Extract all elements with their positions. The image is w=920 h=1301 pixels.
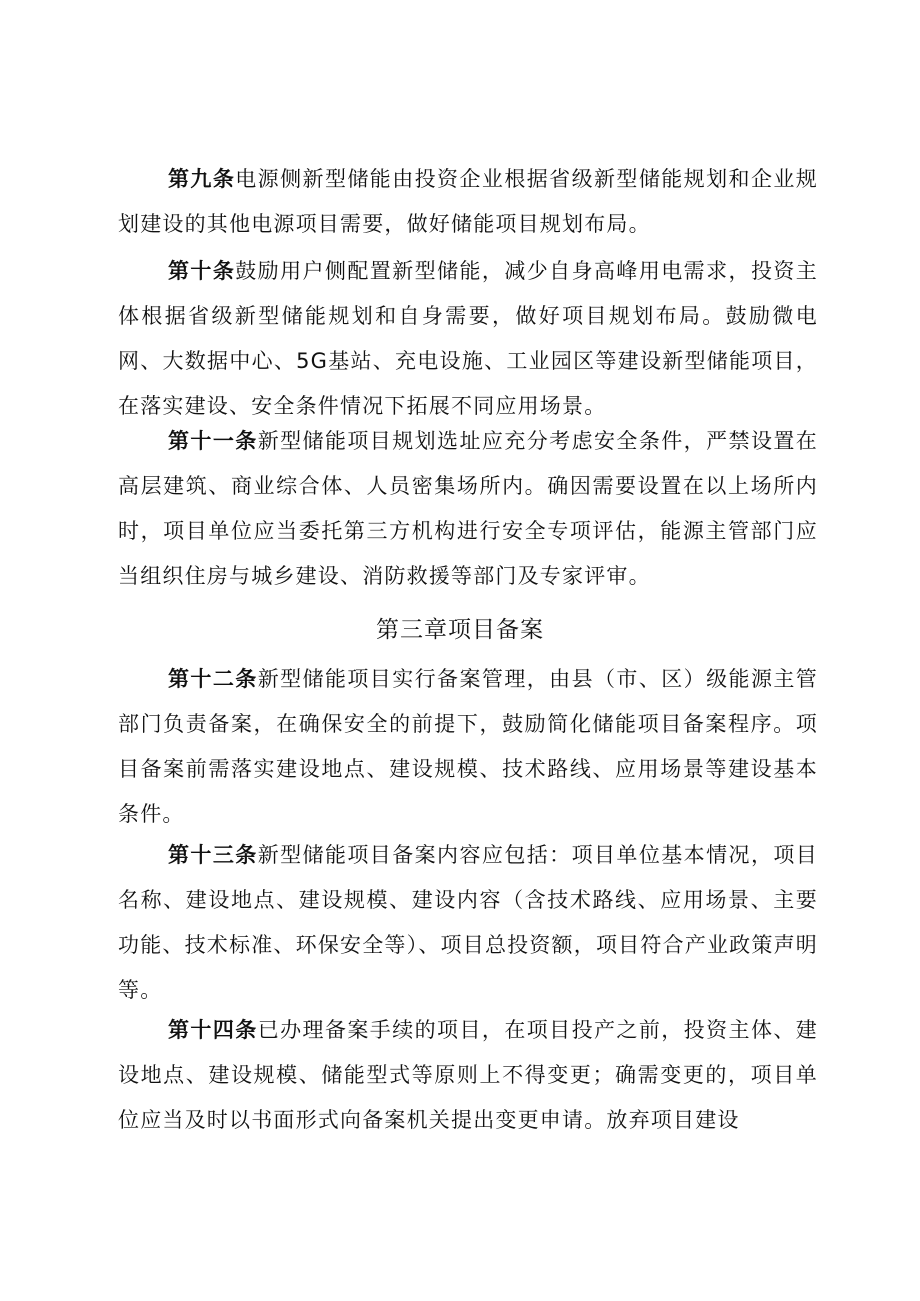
article-14 <box>118 1008 818 1143</box>
article-text: 电源侧新型储能由投资企业根据省级新型储能规划和企业规划建设的其他电源项目需要，做好储能项目规划布局。 <box>118 167 818 236</box>
chapter-heading: 第三章项目备案 <box>376 617 544 643</box>
article-label: 第十条 <box>168 259 236 283</box>
article-label: 第九条 <box>168 167 236 191</box>
article-text: 新型储能项目规划选址应充分考虑安全条件，严禁设置在高层建筑、商业综合体、人员密集场所内。确因需要设置在以上场所内时，项目单位应当委托第三方机构进行安全专项评估，能源主管部门应当组织住房与城乡建设、消防救援等部门及专家评审。 <box>118 429 818 588</box>
article-text: 新型储能项目备案内容应包括：项目单位基本情况，项目名称、建设地点、建设规模、建设内容（含技术路线、应用场景、主要功能、技术标准、环保安全等）、项目总投资额，项目符合产业政策声明等。 <box>118 843 818 1002</box>
article-12 <box>118 657 818 837</box>
article-10 <box>118 249 818 429</box>
article-9 <box>118 157 818 247</box>
article-13 <box>118 833 818 1013</box>
article-text: 已办理备案手续的项目，在项目投产之前，投资主体、建设地点、建设规模、储能型式等原则上不得变更；确需变更的，项目单位应当及时以书面形式向备案机关提出变更申请。放弃项目建设 <box>118 1018 818 1132</box>
article-text: 鼓励用户侧配置新型储能，减少自身高峰用电需求，投资主体根据省级新型储能规划和自身需要，做好项目规划布局。鼓励微电网、大数据中心、5G基站、充电设施、工业园区等建设新型储能项目，在落实建设、安全条件情况下拓展不同应用场景。 <box>118 259 818 418</box>
article-label: 第十三条 <box>168 843 258 867</box>
article-text: 新型储能项目实行备案管理，由县（市、区）级能源主管部门负责备案，在确保安全的前提下，鼓励简化储能项目备案程序。项目备案前需落实建设地点、建设规模、技术路线、应用场景等建设基本条件。 <box>118 667 818 826</box>
article-11 <box>118 419 818 599</box>
article-label: 第十一条 <box>168 429 258 453</box>
article-label: 第十四条 <box>168 1018 258 1042</box>
article-label: 第十二条 <box>168 667 258 691</box>
